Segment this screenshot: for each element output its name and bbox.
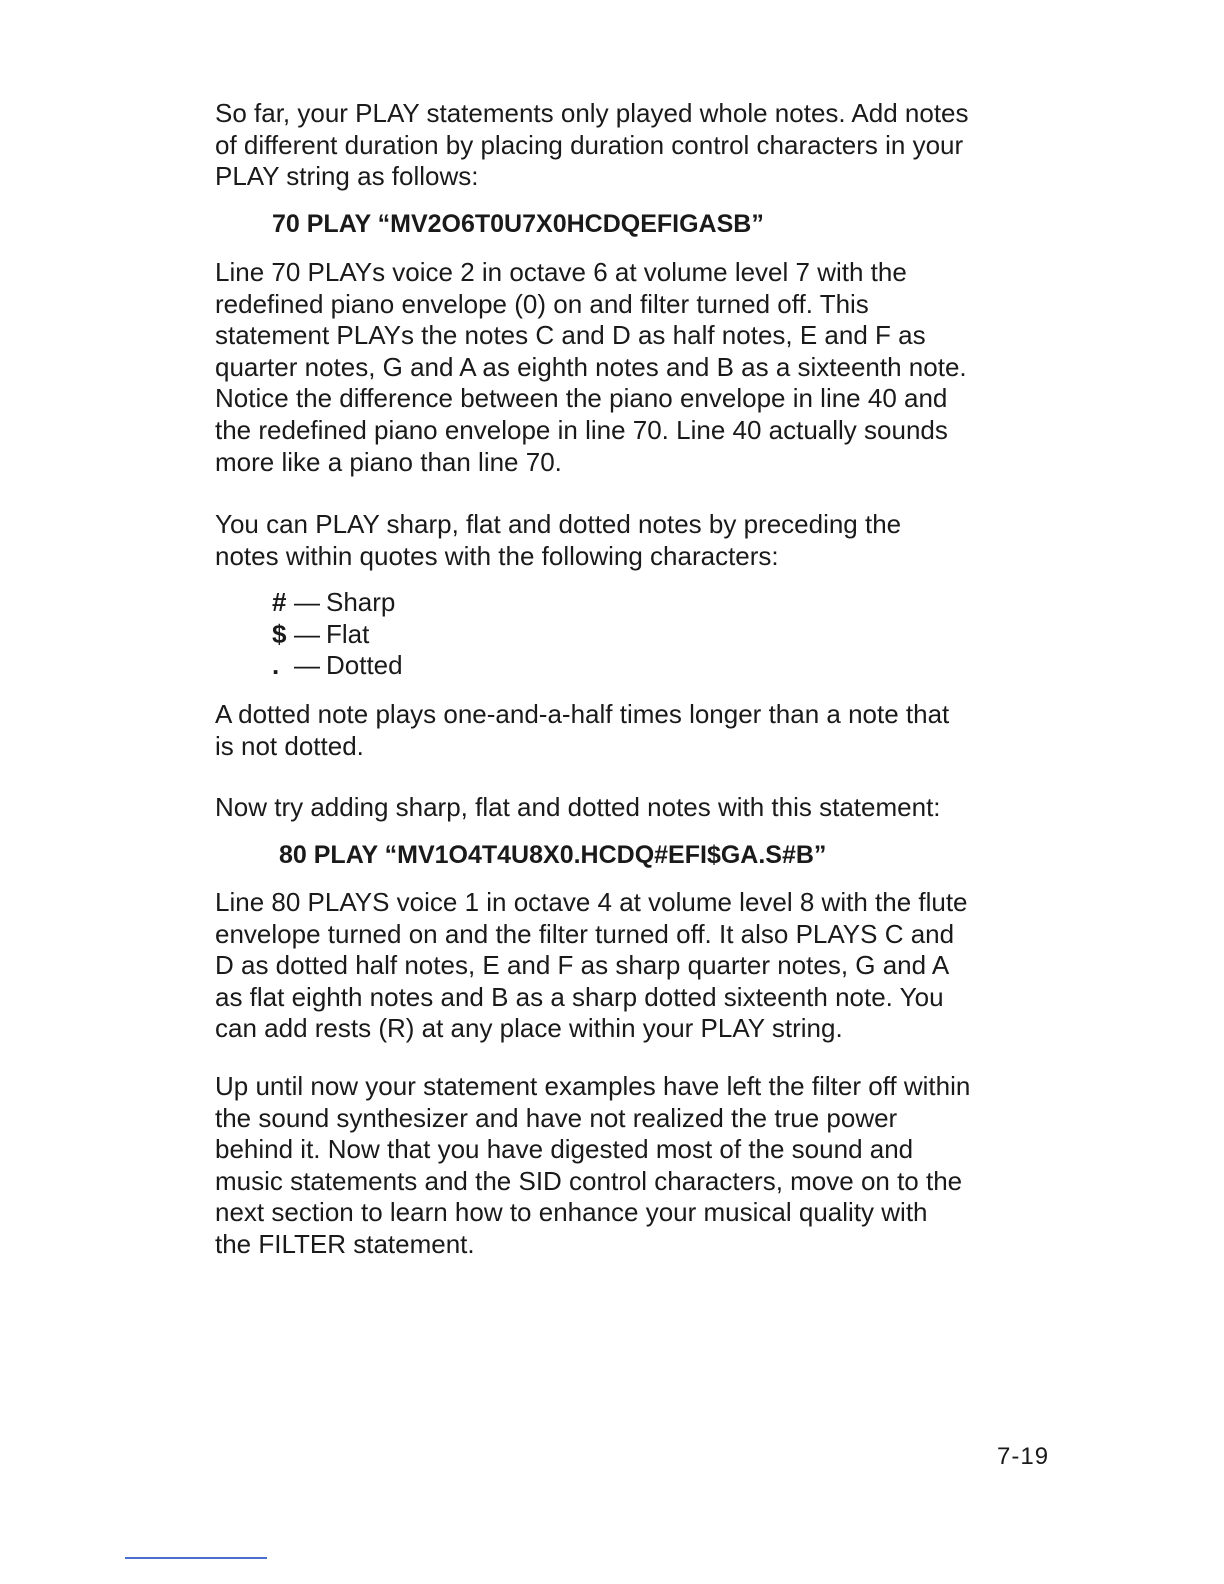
scan-edge-line xyxy=(125,1557,267,1559)
closing-paragraph: Up until now your statement examples have left the filter off within the sound synthesizer and have not realized the true power behind it. Now that you have digested most of the sound and music statements and the SID control characters, move on to the next section to learn how to enhance your musical quality with the FILTER statement. xyxy=(215,1071,971,1259)
dotted-note-paragraph: A dotted note plays one-and-a-half times longer than a note that is not dotted. xyxy=(215,699,950,761)
control-character-meaning: Dotted xyxy=(326,650,403,681)
control-character-item xyxy=(272,587,403,619)
control-character-symbol: $ xyxy=(272,618,287,649)
line-80-explanation: Line 80 PLAYS voice 1 in octave 4 at volume level 8 with the flute envelope turned on and the filter turned off. It also PLAYS C and D as dotted half notes, E and F as sharp quarter notes, G and A as flat eighth notes and B as a sharp dotted sixteenth note. You can add rests (R) at any place within your PLAY string. xyxy=(215,887,968,1044)
control-character-symbol: . xyxy=(272,650,280,681)
sharp-flat-intro-paragraph: You can PLAY sharp, flat and dotted notes by preceding the notes within quotes with the following characters: xyxy=(215,509,902,571)
intro-paragraph: So far, your PLAY statements only played whole notes. Add notes of different duration by placing duration control characters in your PLAY string as follows: xyxy=(215,98,969,192)
control-character-item xyxy=(272,650,403,682)
control-character-item xyxy=(272,619,403,651)
control-character-meaning: Sharp xyxy=(326,587,396,617)
control-character-meaning: Flat xyxy=(326,618,370,649)
control-character-list xyxy=(272,587,403,682)
control-character-symbol: # xyxy=(272,587,287,617)
em-dash: — xyxy=(294,618,320,649)
page-number: 7-19 xyxy=(997,1443,1050,1470)
code-line-70: 70 PLAY “MV2O6T0U7X0HCDQEFIGASB” xyxy=(272,210,764,238)
code-line-80: 80 PLAY “MV1O4T4U8X0.HCDQ#EFI$GA.S#B” xyxy=(279,841,827,869)
em-dash: — xyxy=(294,587,320,617)
try-adding-paragraph: Now try adding sharp, flat and dotted notes with this statement: xyxy=(215,792,941,822)
line-70-explanation: Line 70 PLAYs voice 2 in octave 6 at volume level 7 with the redefined piano envelope (0) on and filter turned off. This statement PLAYs the notes C and D as half notes, E and F as quarter notes, G and A as eighth notes and B as a sixteenth note. Notice the difference between the piano envelope in line 40 and the redefined piano envelope in line 70. Line 40 actually sounds more like a piano than line 70. xyxy=(215,257,967,477)
em-dash: — xyxy=(294,650,320,681)
